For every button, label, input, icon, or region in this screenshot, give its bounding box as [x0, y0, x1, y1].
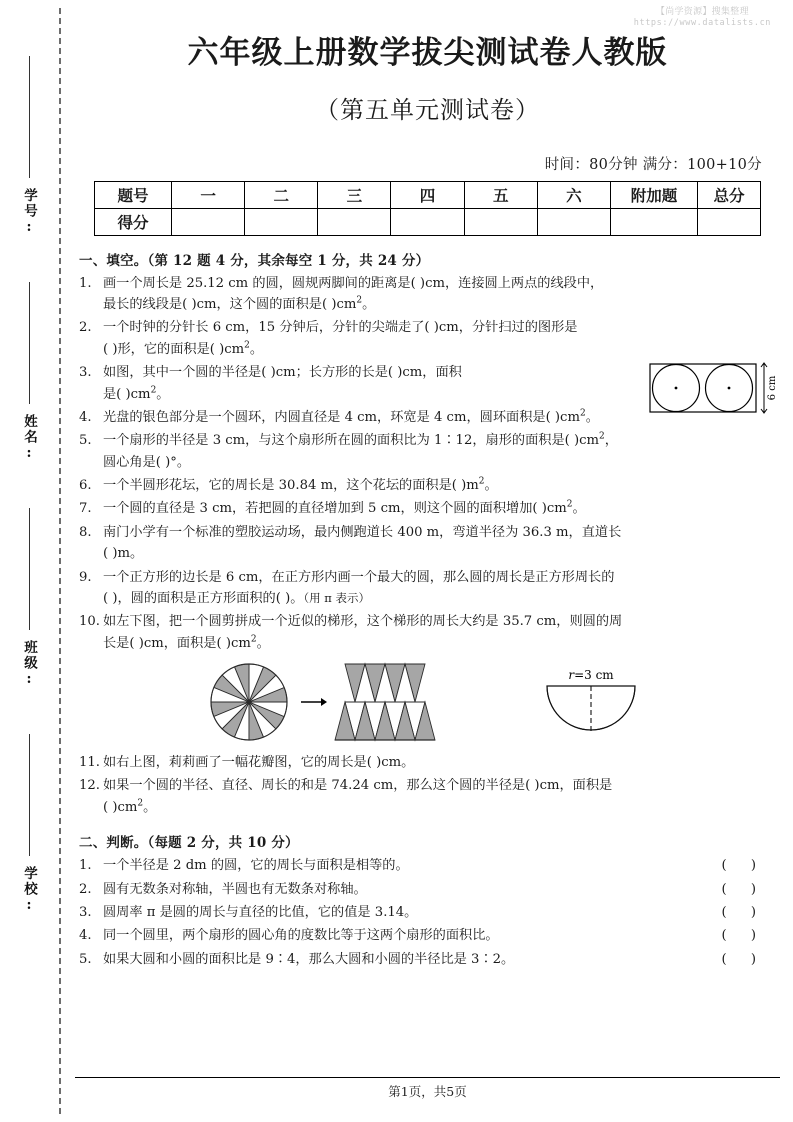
question-text-tail: 。 — [256, 635, 270, 651]
question-text-tail: ， — [604, 433, 618, 449]
section-heading-fill-blank: 一、填空。（第 12 题 4 分，其余每空 1 分，共 24 分） — [79, 252, 430, 269]
question-1-7 — [79, 498, 780, 519]
flower-petal-figure — [527, 660, 655, 746]
unit-superscript: 2 — [150, 385, 157, 396]
question-text: 一个半径是 2 dm 的圆，它的周长与面积是相等的。 — [103, 858, 409, 874]
question-number: 5. — [79, 433, 92, 449]
question-text-tail: 。 — [585, 409, 599, 425]
unit-superscript: 2 — [244, 340, 250, 351]
score-cell-1[interactable] — [172, 208, 245, 235]
question-text-line-2 — [103, 588, 780, 609]
score-table-col-6: 六 — [537, 181, 610, 208]
question-1-2 — [79, 317, 780, 360]
margin-label-text: 学号: — [21, 188, 37, 237]
score-table-col-2: 二 — [245, 181, 318, 208]
page-number-text: 第1页，共5页 — [388, 1084, 467, 1099]
question-text-line-2: 圆心角是( )°。 — [103, 454, 191, 470]
question-number: 1. — [79, 275, 92, 291]
score-table-col-bonus: 附加题 — [611, 181, 698, 208]
unit-superscript: 2 — [599, 431, 605, 442]
answer-parentheses[interactable]: ( ) — [721, 904, 766, 920]
margin-rule-1 — [29, 56, 30, 178]
question-text-line-1: 如右上图，莉莉画了一幅花瓣图，它的周长是( )cm。 — [103, 755, 415, 771]
margin-rule-3 — [29, 508, 30, 630]
answer-parentheses[interactable]: ( ) — [721, 928, 766, 944]
question-text-line-1: 南门小学有一个标准的塑胶运动场，最内侧跑道长 400 m，弯道半径为 36.3 m，直道长 — [103, 524, 622, 540]
score-table-col-4: 四 — [391, 181, 464, 208]
question-text: 同一个圆里，两个扇形的圆心角的度数比等于这两个扇形的面积比。 — [103, 928, 499, 944]
question-text-line-2 — [103, 633, 780, 654]
question-1-8 — [79, 522, 780, 565]
question-text-line-2: ( )m。 — [103, 546, 144, 562]
question-text: 是( )cm — [103, 386, 151, 402]
question-2-5 — [79, 949, 780, 970]
score-cell-bonus[interactable] — [611, 208, 698, 235]
question-number: 4. — [79, 409, 92, 425]
question-text-line-1: 一个正方形的边长是 6 cm，在正方形内画一个最大的圆，那么圆的周长是正方形周长的 — [103, 569, 615, 585]
question-text: 最长的线段是( )cm，这个圆的面积是( )cm — [103, 297, 357, 313]
question-number: 2. — [79, 320, 92, 336]
exam-meta-info: 时间：80分钟 满分：100+10分 — [544, 156, 762, 173]
question-text: 长是( )cm，面积是( )cm — [103, 635, 251, 651]
question-number: 9. — [79, 569, 92, 585]
question-1-12 — [79, 775, 780, 818]
question-text-tail: 。 — [572, 501, 586, 517]
figure-radius-label: r=3 cm — [568, 668, 614, 683]
question-1-6 — [79, 475, 780, 496]
exam-sheet — [75, 0, 780, 1122]
question-number: 8. — [79, 524, 92, 540]
question-text-line-1: 如果一个圆的半径、直径、周长的和是 74.24 cm，那么这个圆的半径是( )cm，面积是 — [103, 778, 613, 794]
answer-parentheses[interactable]: ( ) — [721, 881, 766, 897]
question-number: 7. — [79, 501, 92, 517]
question-1-10 — [79, 611, 780, 654]
score-cell-6[interactable] — [537, 208, 610, 235]
question-number: 4. — [79, 928, 92, 944]
margin-rule-2 — [29, 282, 30, 404]
question-number: 10. — [79, 614, 100, 630]
question-2-1 — [79, 855, 780, 876]
score-cell-4[interactable] — [391, 208, 464, 235]
question-number: 11. — [79, 755, 100, 771]
section-heading-true-false: 二、判断。（每题 2 分，共 10 分） — [79, 835, 299, 852]
margin-label-text: 姓名: — [21, 414, 37, 463]
question-text-line-1 — [103, 430, 780, 451]
footer-divider — [75, 1077, 780, 1078]
question-text: ( )，圆的面积是正方形面积的( )。 — [103, 590, 304, 606]
score-table-col-3: 三 — [318, 181, 391, 208]
question-1-4 — [79, 407, 780, 428]
margin-label-banji — [0, 640, 58, 693]
question-text-tail: 。 — [484, 478, 498, 494]
question-1-9 — [79, 567, 780, 610]
score-cell-3[interactable] — [318, 208, 391, 235]
watermark-source: 【尚学资源】搜集整理 — [655, 7, 749, 17]
margin-label-xuexiao — [0, 866, 58, 919]
figure-strip — [75, 658, 780, 750]
question-text-tail: 。 — [362, 297, 376, 313]
margin-label-column — [0, 0, 58, 1122]
question-1-3 — [79, 362, 780, 405]
score-table-row-label: 题号 — [95, 181, 172, 208]
score-table-col-5: 五 — [464, 181, 537, 208]
question-text: 一个圆的直径是 3 cm，若把圆的直径增加到 5 cm，则这个圆的面积增加( )cm — [103, 501, 567, 517]
page-footer — [75, 1077, 780, 1100]
question-text: 光盘的银色部分是一个圆环，内圆直径是 4 cm，环宽是 4 cm，圆环面积是( )cm — [103, 409, 580, 425]
score-table-col-1: 一 — [172, 181, 245, 208]
question-number: 3. — [79, 904, 92, 920]
page-title: 六年级上册数学拔尖测试卷人教版 — [187, 35, 668, 71]
question-number: 5. — [79, 951, 92, 967]
question-1-1 — [79, 273, 780, 316]
unit-superscript: 2 — [137, 798, 144, 809]
question-text-tail: 。 — [249, 341, 264, 357]
margin-label-xuehao — [0, 188, 58, 241]
unit-superscript: 2 — [250, 634, 257, 645]
score-cell-2[interactable] — [245, 208, 318, 235]
watermark-url: https://www.datalists.cn — [633, 18, 771, 29]
margin-label-xingming — [0, 414, 58, 467]
unit-superscript: 2 — [478, 476, 485, 487]
question-number: 12. — [79, 778, 100, 794]
question-text-tail: 。 — [156, 386, 170, 402]
unit-superscript: 2 — [356, 295, 363, 306]
question-number: 3. — [79, 365, 92, 381]
question-number: 6. — [79, 478, 92, 494]
margin-rule-4 — [29, 734, 30, 856]
question-text-line-1: 如图，其中一个圆的半径是( )cm；长方形的长是( )cm，面积 — [103, 365, 462, 381]
question-1-11 — [79, 752, 780, 773]
question-1-5 — [79, 430, 780, 473]
score-cell-total[interactable] — [698, 208, 761, 235]
margin-label-text: 学校: — [21, 866, 37, 915]
question-text: 一个扇形的半径是 3 cm，与这个扇形所在圆的面积比为 1∶12，扇形的面积是( )cm — [103, 433, 600, 449]
unit-superscript: 2 — [579, 408, 586, 419]
question-text-line-1 — [103, 498, 780, 519]
circle-to-trapezoid-figure — [197, 658, 457, 746]
binding-dashed-line — [59, 8, 61, 1114]
question-text-line-1: 如左下图，把一个圆剪拼成一个近似的梯形，这个梯形的周长大约是 35.7 cm，则圆的周 — [103, 614, 623, 630]
question-number: 1. — [79, 858, 92, 874]
question-2-2 — [79, 879, 780, 900]
question-text-line-2 — [103, 797, 780, 818]
question-text-line-1: 画一个周长是 25.12 cm 的圆，圆规两脚间的距离是( )cm，连接圆上两点的线段中， — [103, 275, 604, 291]
question-text-line-1: 一个时钟的分针长 6 cm，15 分钟后，分针的尖端走了( )cm，分针扫过的图形是 — [103, 320, 578, 336]
table-row-scores — [95, 208, 761, 235]
question-text-line-2 — [103, 339, 780, 360]
trapezoid-from-sectors — [335, 664, 435, 740]
question-text-line-2 — [103, 294, 780, 315]
question-text: 如果大圆和小圆的面积比是 9∶4，那么大圆和小圆的半径比是 3∶2。 — [103, 951, 515, 967]
question-text: ( )形，它的面积是( )cm — [103, 341, 245, 357]
unit-superscript: 2 — [566, 500, 573, 510]
question-2-4 — [79, 925, 780, 946]
score-table-col-total: 总分 — [698, 181, 761, 208]
question-text: 一个半圆形花坛，它的周长是 30.84 m，这个花坛的面积是( )m — [103, 478, 479, 494]
answer-parentheses[interactable]: ( ) — [721, 858, 766, 874]
figure-dimension-label: 6 cm — [767, 375, 778, 401]
question-text: 圆周率 π 是圆的周长与直径的比值，它的值是 3.14。 — [103, 904, 418, 920]
score-table-row-label: 得分 — [95, 208, 172, 235]
question-text: ( )cm — [103, 799, 138, 815]
arrow-right-icon — [301, 698, 327, 706]
question-text-tail: 。 — [143, 799, 157, 815]
answer-parentheses[interactable]: ( ) — [721, 951, 766, 967]
score-table — [94, 181, 761, 236]
table-row-header — [95, 181, 761, 208]
margin-label-text: 班级: — [21, 640, 37, 689]
question-2-3 — [79, 902, 780, 923]
question-hint-note: （用 π 表示） — [303, 590, 371, 605]
score-cell-5[interactable] — [464, 208, 537, 235]
question-text: 圆有无数条对称轴，半圆也有无数条对称轴。 — [103, 881, 367, 897]
question-number: 2. — [79, 881, 92, 897]
question-text-line-1 — [103, 475, 780, 496]
question-text-line-1 — [103, 407, 780, 428]
page-subtitle: （第五单元测试卷） — [315, 95, 540, 124]
